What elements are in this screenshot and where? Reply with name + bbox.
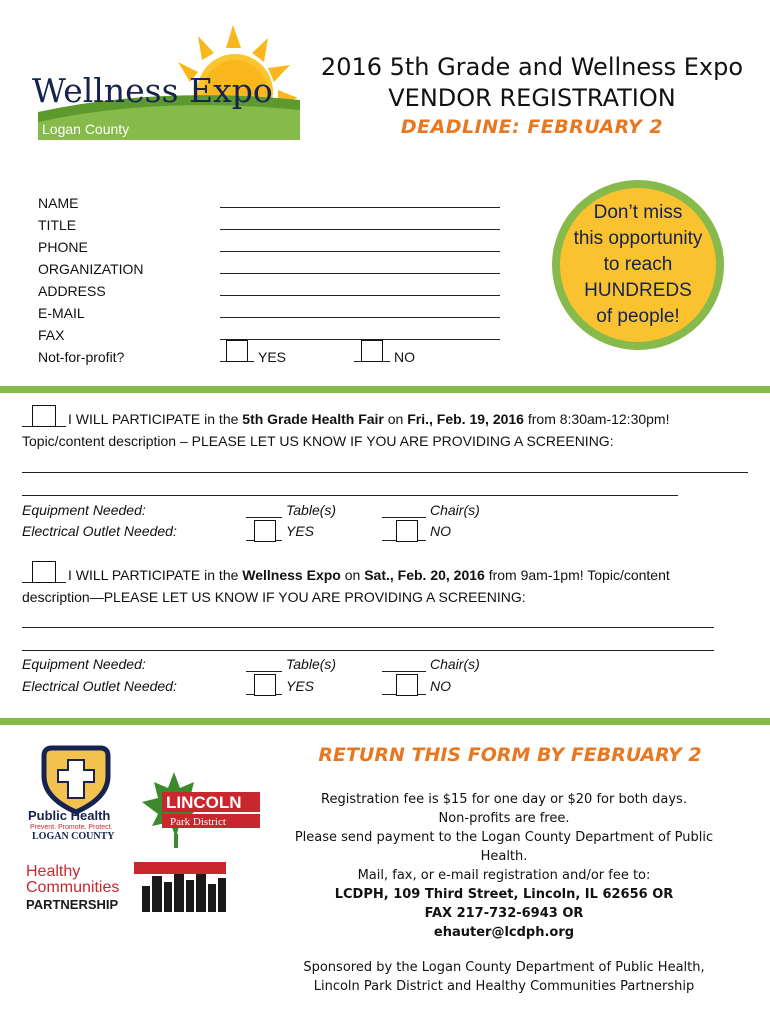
health-fair-checkbox[interactable] (32, 405, 56, 427)
public-health-logo (22, 742, 130, 842)
health-fair-description-line-1[interactable] (22, 472, 748, 473)
wellness-expo-line-1 (68, 565, 670, 586)
logo-brand-text: Wellness Expo (32, 71, 273, 110)
wellness-expo-post: from 9am-1pm! Topic/content (484, 567, 670, 583)
title-field[interactable] (220, 229, 500, 230)
health-fair-outlet-label: Electrical Outlet Needed: (22, 523, 177, 539)
bubble-line-1: Don’t miss (593, 202, 683, 223)
field-label-email: E-MAIL (38, 305, 85, 321)
public-health-county: LOGAN COUNTY (32, 831, 115, 842)
field-label-address: ADDRESS (38, 283, 106, 299)
field-label-fax: FAX (38, 327, 65, 343)
return-form-title: RETURN THIS FORM BY FEBRUARY 2 (318, 744, 702, 766)
health-fair-description-line-2[interactable] (22, 495, 678, 496)
wellness-expo-outlet-no-label: NO (430, 678, 451, 694)
title-line-2: VENDOR REGISTRATION (388, 84, 676, 112)
health-fair-outlet-yes-checkbox[interactable] (254, 520, 276, 542)
nonprofit-yes-checkbox[interactable] (226, 340, 248, 362)
field-label-phone: PHONE (38, 239, 88, 255)
wellness-expo-chairs-field[interactable] (382, 671, 426, 672)
wellness-expo-tables-label: Table(s) (286, 656, 337, 672)
healthy-communities-logo (24, 856, 226, 916)
lincoln-sub: Park District (170, 816, 226, 828)
health-fair-date: Fri., Feb. 19, 2016 (407, 411, 524, 427)
health-fair-outlet-no-checkbox[interactable] (396, 520, 418, 542)
health-fair-tables-field[interactable] (246, 517, 282, 518)
fax-number: FAX 217-732-6943 OR (424, 906, 584, 921)
email-field[interactable] (220, 317, 500, 318)
nonprofit-yes-label: YES (258, 349, 287, 365)
field-label-organization: ORGANIZATION (38, 261, 144, 277)
field-label-title: TITLE (38, 217, 77, 233)
nonprofit-no-label: NO (394, 349, 415, 365)
public-health-name: Public Health (28, 808, 111, 823)
wellness-expo-description-line-1[interactable] (22, 627, 714, 628)
lincoln-name: LINCOLN (166, 793, 242, 812)
wellness-expo-pre: I WILL PARTICIPATE in the (68, 567, 243, 583)
wellness-expo-outlet-yes-label: YES (286, 678, 315, 694)
health-fair-tables-label: Table(s) (286, 502, 337, 518)
deadline-text: DEADLINE: FEBRUARY 2 (400, 116, 664, 138)
hcp-line-1: Healthy (26, 863, 81, 880)
wellness-expo-date: Sat., Feb. 20, 2016 (364, 567, 485, 583)
hcp-line-3: PARTNERSHIP (26, 897, 119, 912)
wellness-expo-chairs-label: Chair(s) (430, 656, 480, 672)
nonprofit-no-checkbox[interactable] (361, 340, 383, 362)
bubble-line-3: to reach (603, 254, 673, 275)
field-label-name: NAME (38, 195, 79, 211)
health-fair-line-2: Topic/content description – PLEASE LET US KNOW IF YOU ARE PROVIDING A SCREENING: (22, 433, 614, 449)
fee-line-2: Non-profits are free. (438, 811, 570, 826)
bubble-line-4: HUNDREDS (584, 280, 692, 301)
payment-line-2: Health. (480, 849, 528, 864)
wellness-expo-event: Wellness Expo (242, 567, 341, 583)
sponsor-line-1: Sponsored by the Logan County Department of Public Health, (303, 960, 705, 975)
organization-field[interactable] (220, 273, 500, 274)
health-fair-pre: I WILL PARTICIPATE in the (68, 411, 243, 427)
health-fair-outlet-yes-label: YES (286, 523, 315, 539)
wellness-expo-line-2: description—PLEASE LET US KNOW IF YOU ARE PROVIDING A SCREENING: (22, 589, 526, 605)
wellness-expo-outlet-no-checkbox[interactable] (396, 674, 418, 696)
wellness-expo-description-line-2[interactable] (22, 650, 714, 651)
mailing-address: LCDPH, 109 Third Street, Lincoln, IL 62656 OR (334, 887, 674, 902)
bubble-line-2: this opportunity (573, 228, 703, 249)
page-title (312, 52, 752, 114)
sponsor-info (284, 958, 724, 996)
hcp-line-2: Communities (26, 879, 120, 896)
contact-email-link[interactable]: ehauter@lcdph.org (433, 925, 575, 940)
sponsor-line-2: Lincoln Park District and Healthy Communities Partnership (313, 979, 695, 994)
wellness-expo-tables-field[interactable] (246, 671, 282, 672)
logo-county-text: Logan County (42, 121, 130, 137)
wellness-expo-equipment-label: Equipment Needed: (22, 656, 146, 672)
health-fair-line-1 (68, 409, 669, 430)
lincoln-park-district-logo (136, 768, 262, 850)
payment-line-1: Please send payment to the Logan County Department of Public (294, 830, 714, 845)
wellness-expo-logo (28, 20, 308, 150)
health-fair-post: from 8:30am-12:30pm! (523, 411, 670, 427)
wellness-expo-mid: on (340, 567, 365, 583)
mail-line: Mail, fax, or e-mail registration and/or fee to: (357, 868, 651, 883)
title-line-1: 2016 5th Grade and Wellness Expo (320, 53, 744, 81)
wellness-expo-checkbox[interactable] (32, 561, 56, 583)
fee-line-1: Registration fee is $15 for one day or $20 for both days. (321, 792, 687, 807)
divider-top (0, 386, 770, 393)
health-fair-equipment-label: Equipment Needed: (22, 502, 146, 518)
health-fair-chairs-label: Chair(s) (430, 502, 480, 518)
health-fair-mid: on (383, 411, 408, 427)
health-fair-event: 5th Grade Health Fair (242, 411, 384, 427)
health-fair-outlet-no-label: NO (430, 523, 451, 539)
promo-bubble (552, 180, 724, 350)
address-field[interactable] (220, 295, 500, 296)
wellness-expo-outlet-yes-checkbox[interactable] (254, 674, 276, 696)
wellness-expo-outlet-label: Electrical Outlet Needed: (22, 678, 177, 694)
phone-field[interactable] (220, 251, 500, 252)
fax-field[interactable] (220, 339, 500, 340)
name-field[interactable] (220, 207, 500, 208)
health-fair-chairs-field[interactable] (382, 517, 426, 518)
nonprofit-label: Not-for-profit? (38, 349, 125, 365)
divider-bottom (0, 718, 770, 725)
public-health-tagline: Prevent. Promote. Protect. (30, 824, 113, 831)
bubble-line-5: of people! (596, 306, 680, 327)
fee-info (284, 790, 724, 942)
